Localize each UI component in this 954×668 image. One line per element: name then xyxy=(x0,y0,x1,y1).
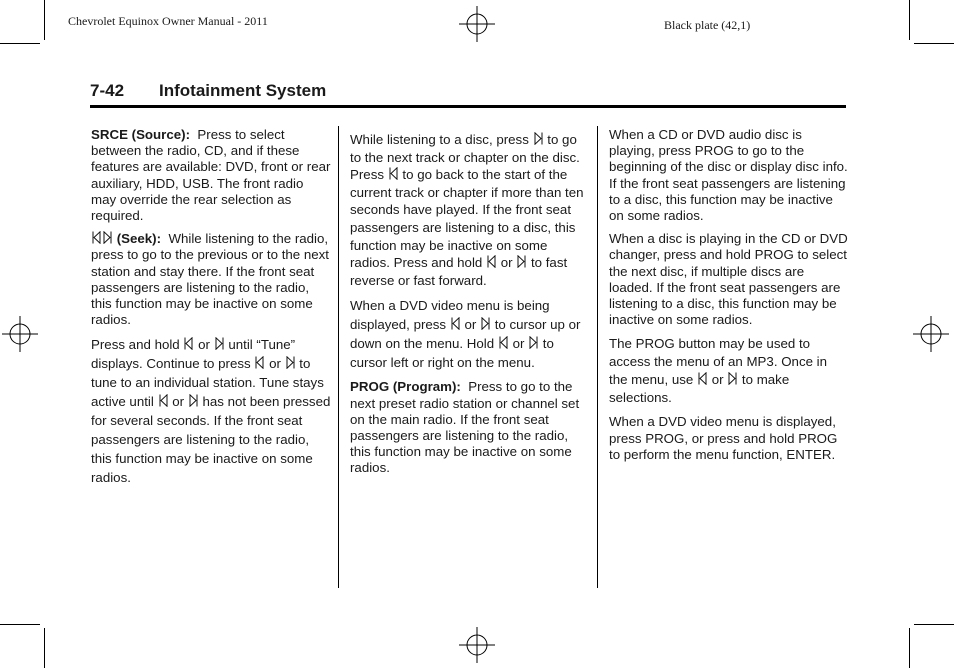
prog-text: Press to go to the next preset radio station or channel set on the main radio. If the front seat passengers are listening to the radio, this function may be inactive on some radios. xyxy=(350,379,580,476)
dvd-menu-paragraph xyxy=(350,296,590,372)
press-hold-paragraph xyxy=(91,335,331,487)
column-3 xyxy=(609,127,849,470)
c2-p2-text-a: When a DVD video menu is being displayed, press xyxy=(350,298,550,333)
seek-forward-icon xyxy=(215,337,224,350)
seek-back-icon xyxy=(184,337,193,350)
crop-mark-bottom-right-h xyxy=(914,624,954,625)
manual-title: Chevrolet Equinox Owner Manual - 2011 xyxy=(68,14,268,28)
registration-mark-right-icon xyxy=(913,316,949,352)
crop-mark-top-right-h xyxy=(914,43,954,44)
seek-back-icon xyxy=(389,167,398,180)
dvd-prog-paragraph: When a DVD video menu is displayed, press PROG, or press and hold PROG to perform the menu function, ENTER. xyxy=(609,414,838,462)
registration-mark-left-icon xyxy=(2,316,38,352)
seek-forward-icon xyxy=(728,372,737,385)
cd-dvd-paragraph: When a CD or DVD audio disc is playing, press PROG to go to the beginning of the disc or display disc info. If the front seat passengers are listening to a disc, this function may be inactive on some radios. xyxy=(609,127,848,224)
plate-label: Black plate (42,1) xyxy=(664,18,751,32)
seek-back-icon xyxy=(698,372,707,385)
column-2 xyxy=(350,131,590,484)
seek-forward-icon xyxy=(517,255,526,268)
column-divider-1 xyxy=(338,126,339,588)
c2-p1-text-d: to fast reverse or fast forward. xyxy=(350,255,568,288)
p3-text-a: Press and hold xyxy=(91,337,180,353)
column-1 xyxy=(91,127,331,494)
p3-text-b: until “Tune” displays. Continue to press xyxy=(91,337,296,372)
prog-label: PROG (Program): xyxy=(350,379,461,395)
c2-p1-text-b: to go to the next track or chapter on the disc. Press xyxy=(350,132,580,183)
c2-p2-or-1: or xyxy=(464,317,477,333)
c3-p3-text-a: The PROG button may be used to access the menu of an MP3. Once in the menu, use xyxy=(609,336,828,388)
disc-seek-paragraph xyxy=(350,131,590,289)
seek-back-icon xyxy=(487,255,496,268)
seek-label: (Seek): xyxy=(116,231,162,247)
seek-forward-icon xyxy=(286,356,295,369)
seek-back-icon xyxy=(451,317,460,330)
registration-mark-top-icon xyxy=(459,6,495,42)
page-number: 7-42 xyxy=(90,81,125,100)
p3-or-3: or xyxy=(172,394,185,410)
c2-p2-or-2: or xyxy=(512,336,525,352)
c3-p3-text-b: to make selections. xyxy=(609,372,790,406)
seek-forward-icon xyxy=(189,394,198,407)
c2-p1-or: or xyxy=(500,255,513,271)
registration-mark-bottom-icon xyxy=(459,627,495,663)
crop-mark-top-left-h xyxy=(0,43,40,44)
c2-p1-text-a: While listening to a disc, press xyxy=(350,132,529,147)
p3-or-1: or xyxy=(198,337,210,353)
srce-text: Press to select between the radio, CD, and if these features are available: DVD, front or rear auxiliary, HDD, USB. The front radio may override the rear selection as required. xyxy=(91,127,331,224)
c2-p1-text-c: to go back to the start of the current track or chapter if more than ten seconds have played. If the front seat passengers are listening to a disc, this function may be inactive on some radios. Press and hold xyxy=(350,167,584,271)
p3-or-2: or xyxy=(269,356,281,372)
seek-forward-icon xyxy=(534,132,543,145)
seek-text: While listening to the radio, press to go to the previous or to the next station and stay there. If the front seat passengers are listening to the radio, this function may be inactive on some radios. xyxy=(91,231,330,328)
c3-p3-or: or xyxy=(711,372,724,388)
srce-paragraph xyxy=(91,127,331,224)
c2-p2-text-b: to cursor up or down on the menu. Hold xyxy=(350,317,581,352)
p3-text-c: to tune to an individual station. Tune stays active until xyxy=(91,356,324,410)
p3-text-d: has not been pressed for several seconds. If the front seat passengers are listening to the radio, this function may be inactive on some radios. xyxy=(91,394,331,486)
crop-mark-top-left-v xyxy=(44,0,45,40)
seek-forward-icon xyxy=(481,317,490,330)
seek-forward-icon xyxy=(103,231,112,244)
column-divider-2 xyxy=(597,126,598,588)
prog-paragraph xyxy=(350,379,590,476)
seek-paragraph xyxy=(91,231,331,328)
crop-mark-bottom-right-v xyxy=(909,628,910,668)
c2-p2-text-c: to cursor left or right on the menu. xyxy=(350,336,554,371)
seek-back-icon xyxy=(159,394,168,407)
changer-paragraph: When a disc is playing in the CD or DVD changer, press and hold PROG to select the next disc, if multiple discs are loaded. If the front seat passengers are listening to a disc, this function may be inactive on some radios. xyxy=(609,231,848,328)
section-title: Infotainment System xyxy=(159,81,327,100)
seek-back-icon xyxy=(92,231,101,244)
srce-label: SRCE (Source): xyxy=(91,127,190,142)
crop-mark-bottom-left-h xyxy=(0,624,40,625)
crop-mark-top-right-v xyxy=(909,0,910,40)
seek-back-icon xyxy=(255,356,264,369)
crop-mark-bottom-left-v xyxy=(44,628,45,668)
seek-back-icon xyxy=(499,336,508,349)
section-heading xyxy=(90,79,846,108)
seek-forward-icon xyxy=(529,336,538,349)
mp3-paragraph xyxy=(609,335,849,407)
